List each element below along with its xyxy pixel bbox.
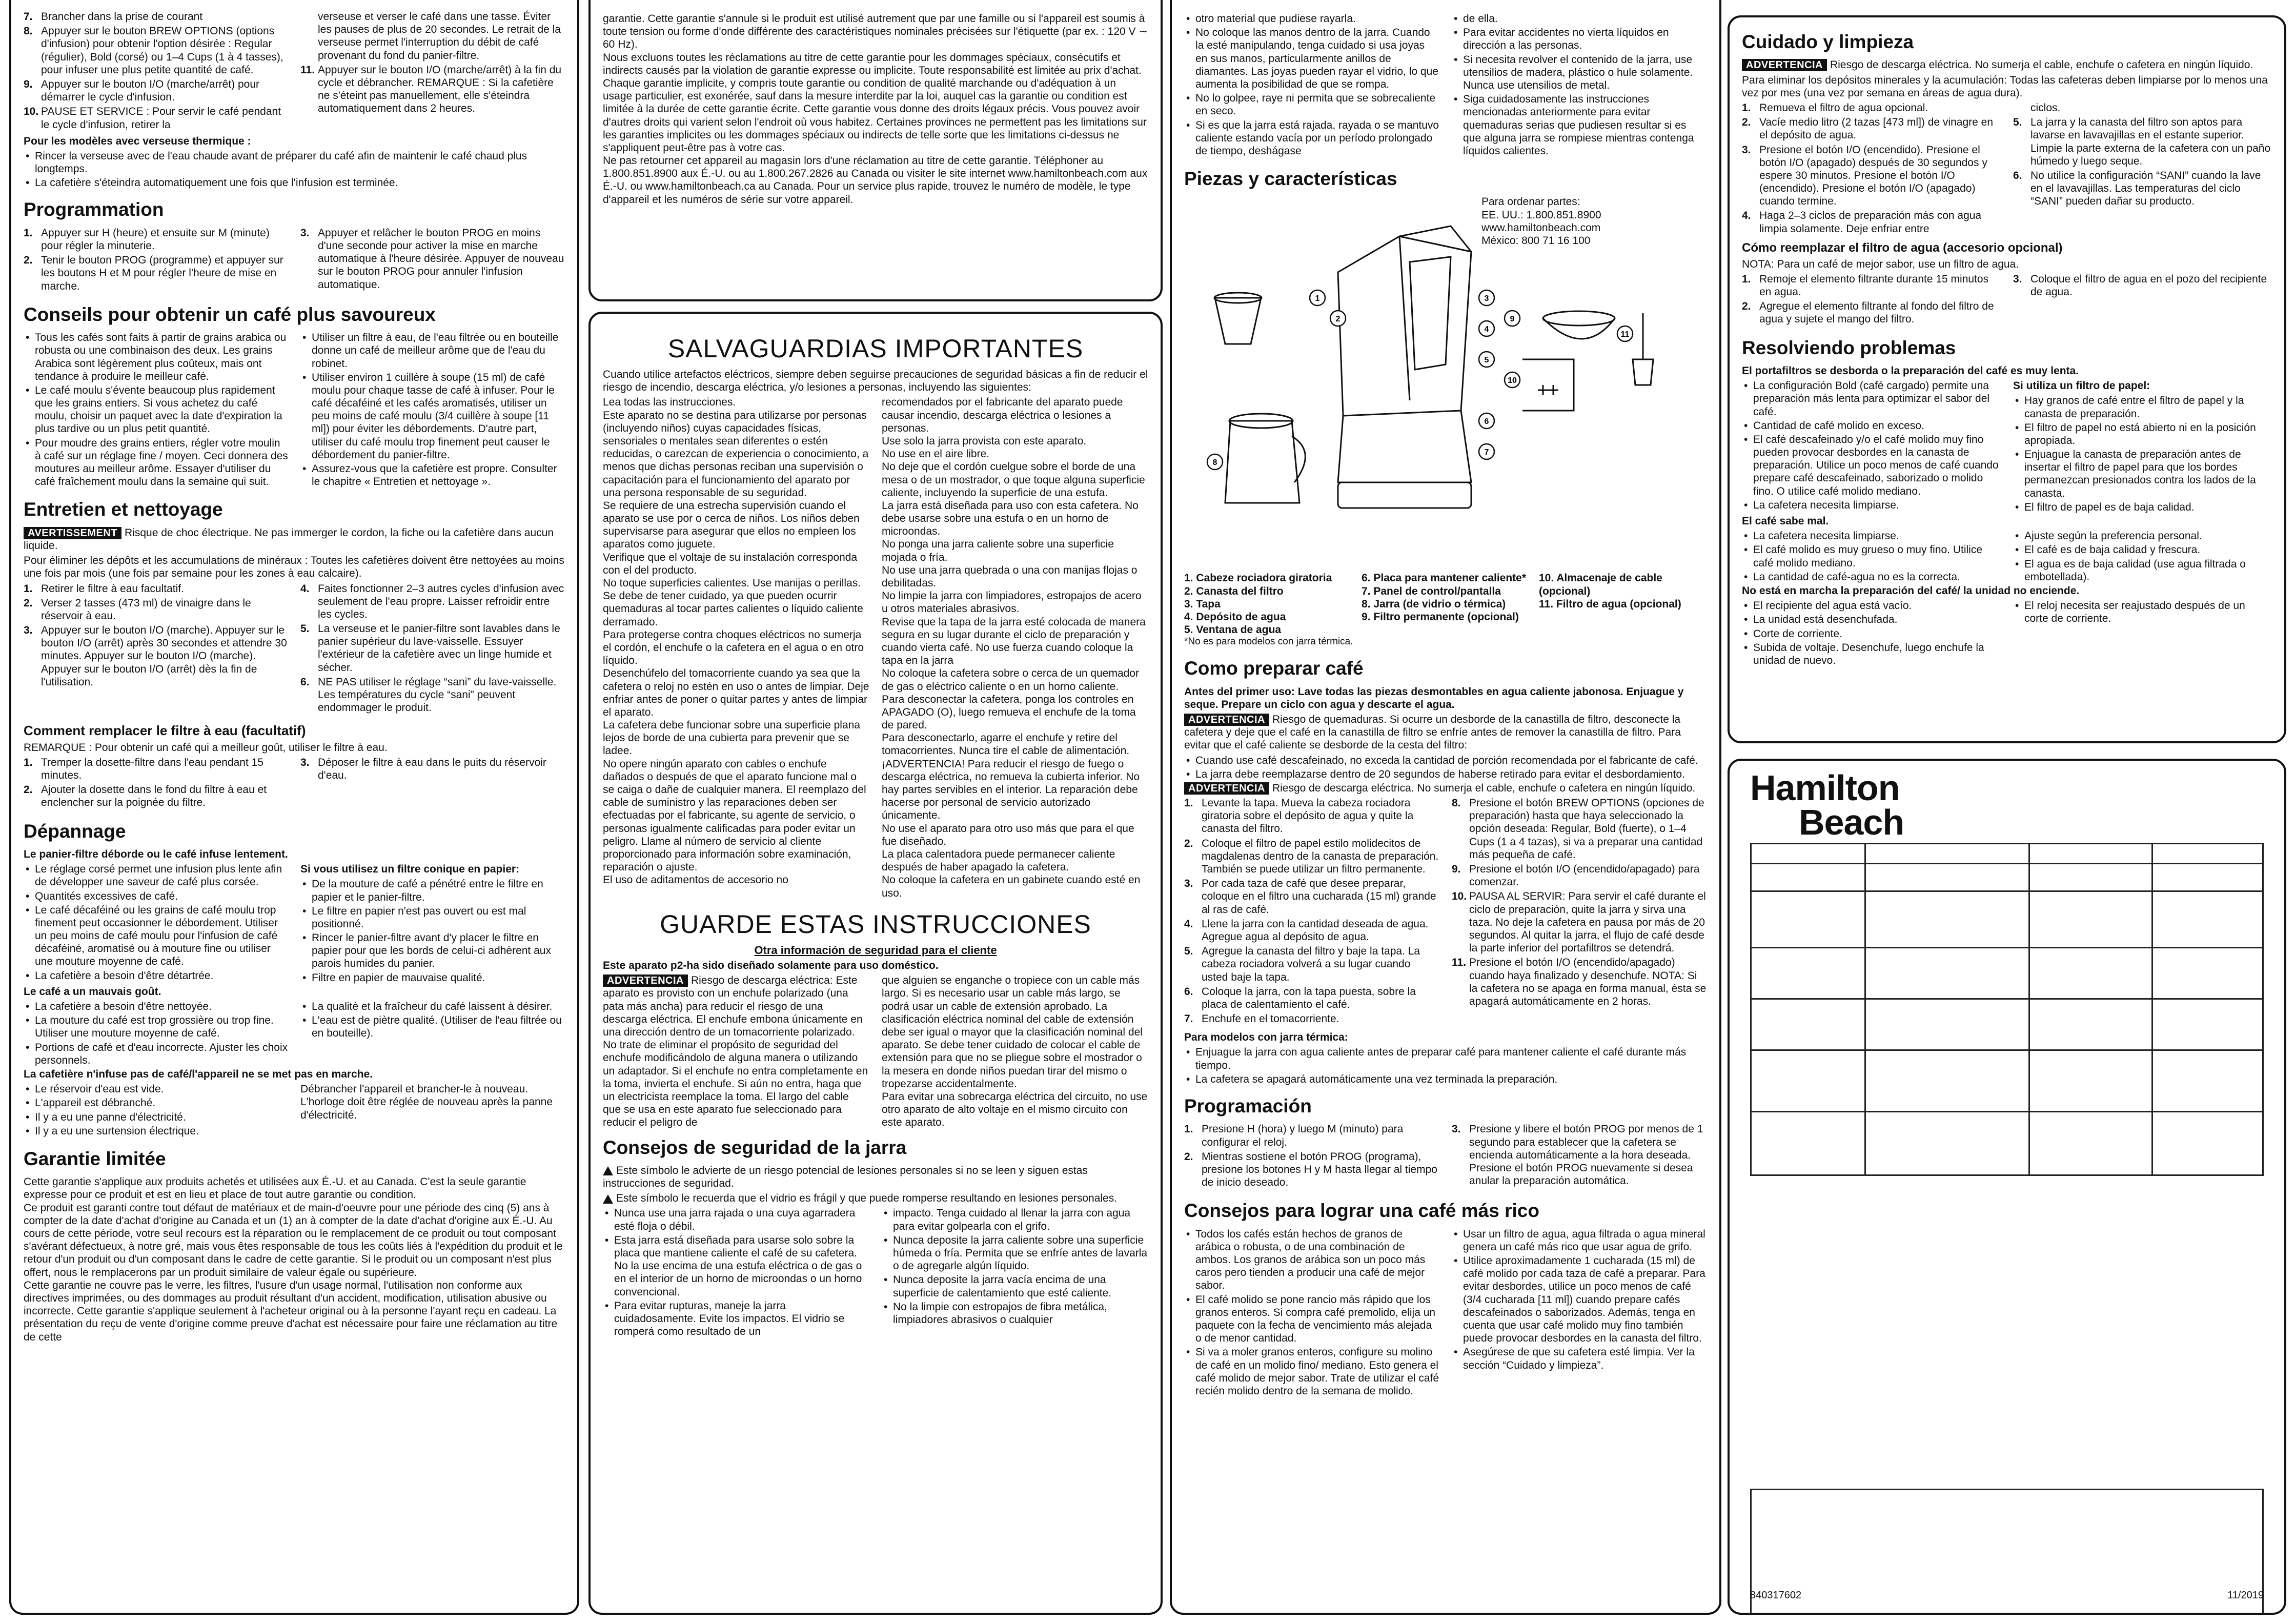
step-text: Appuyer sur le bouton BREW OPTIONS (options d'infusion) pour obtenir l'option désirée : Regular (régulier), Bold (corsé) ou 1–4 Cups (1 à 4 tasses), pour infuser une plus petite quantité de café. bbox=[41, 25, 283, 76]
step-text: Vacíe medio litro (2 tazas [473 ml]) de vinagre en el depósito de agua. bbox=[1759, 116, 1994, 141]
numbered-step bbox=[300, 582, 565, 621]
step-number: 7. bbox=[24, 11, 33, 23]
bullet-item: • La cafetière a besoin d'être détartrée. bbox=[24, 969, 288, 982]
part-label: 7. Panel de control/pantalla bbox=[1362, 585, 1501, 597]
step-text: Verser 2 tasses (473 ml) de vinaigre dans le réservoir à eau. bbox=[41, 597, 251, 622]
bullet-item: • Le filtre en papier n'est pas ouvert ou est mal positionné. bbox=[300, 905, 565, 930]
bullet-item: • Portions de café et d'eau incorrecte. Ajuster les choix personnels. bbox=[24, 1041, 288, 1067]
step-number: 3. bbox=[1742, 144, 1751, 156]
bullet-item: • El filtro de papel no está abierto ni en la posición apropiada. bbox=[2013, 421, 2272, 447]
bullet-item: • La cafetera necesita limpiarse. bbox=[1742, 530, 2001, 542]
numbered-step bbox=[2013, 169, 2272, 208]
step-text: Ajouter la dosette dans le fond du filtre à eau et enclencher sur la poignée du filtre. bbox=[41, 784, 267, 809]
numbered-step bbox=[24, 597, 288, 622]
parts-legend bbox=[1184, 572, 1707, 636]
bullet-item: • Quantités excessives de café. bbox=[24, 890, 288, 903]
step-text: No utilice la configuración “SANI” cuando la lave en el lavavajillas. Las temperaturas del ciclo “SANI” pueden dañar su producto. bbox=[2030, 169, 2261, 208]
step-text: Déposer le filtre à eau dans le puits du réservoir d'eau. bbox=[318, 756, 546, 781]
bullet-item: • De la mouture de café a pénétré entre le filtre en papier et le panier-filtre. bbox=[300, 878, 565, 903]
numbered-step bbox=[1184, 1123, 1439, 1148]
part-label: 9. Filtro permanente (opcional) bbox=[1362, 611, 1519, 623]
bullet-item: • impacto. Tenga cuidado al llenar la jarra con agua para evitar golpearla con el grifo. bbox=[882, 1207, 1148, 1232]
bullet-item: • Nunca deposite la jarra vacía encima de una superficie de calentamiento que esté caliente. bbox=[882, 1273, 1148, 1299]
step-text: NE PAS utiliser le réglage “sani” du lave-vaisselle. Les températures du cycle “sani” peuvent endommager le produit. bbox=[318, 676, 557, 714]
advertencia-label: ADVERTENCIA bbox=[1184, 782, 1269, 795]
glass-warning-icon bbox=[603, 1194, 613, 1204]
form-grid bbox=[1750, 843, 2264, 1176]
step-text: Faites fonctionner 2–3 autres cycles d'infusion avec seulement de l'eau propre. Laisser refroidir entre les cycles. bbox=[318, 582, 564, 620]
svg-text:5: 5 bbox=[1484, 356, 1489, 365]
parts-note: *No es para modelos con jarra térmica. bbox=[1184, 636, 1353, 647]
bullet-item: • No la limpie con estropajos de fibra metálica, limpiadores abrasivos o cualquier bbox=[882, 1301, 1148, 1326]
filtre-heading: Comment remplacer le filtre à eau (facultatif) bbox=[24, 723, 306, 739]
bullet-item: • Il y a eu une panne d'électricité. bbox=[24, 1111, 288, 1124]
step-text: Brancher dans la prise de courant bbox=[41, 11, 203, 23]
bullet-item: • La cantidad de café-agua no es la correcta. bbox=[1742, 571, 2001, 583]
step-number: 1. bbox=[1742, 273, 1751, 285]
safeguards-title: SALVAGUARDIAS IMPORTANTES bbox=[667, 334, 1084, 363]
step-number: 1. bbox=[1184, 1123, 1193, 1135]
bullet-item: • El café molido es muy grueso o muy fino. Utilice café molido mediano. bbox=[1742, 543, 2001, 569]
step-text: PAUSA AL SERVIR: Para servir el café durante el ciclo de preparación, quite la jarra y sirva una taza. No deje la cafetera en pausa por más de 20 segundos. Al quitar la jarra, el flujo de café desde la parte inferior del portafiltros se detendrá. bbox=[1469, 890, 1706, 955]
bullet-item: • El reloj necesita ser reajustado después de un corte de corriente. bbox=[2013, 599, 2272, 625]
bullet-item: • Ajuste según la preferencia personal. bbox=[2013, 530, 2272, 542]
form-notes-box bbox=[1750, 1489, 2264, 1615]
resolviendo-paper-title: Si utiliza un filtro de papel: bbox=[2013, 380, 2150, 392]
svg-text:3: 3 bbox=[1484, 294, 1489, 303]
step-number: 2. bbox=[1742, 300, 1751, 313]
bullet-item: • Tous les cafés sont faits à partir de grains arabica ou robusta ou une combinaison des deux. Les grains Arabica sont légèrement plus coûteux, mais ont tendance à produire le meilleur café. bbox=[24, 331, 288, 383]
step-text: Presione el botón I/O (encendido/apagado) cuando haya finalizado y desenchufe. NOTA: Si la cafetera no se apaga en forma manual, ésta se apagará automáticamente en 2 horas. bbox=[1469, 957, 1707, 1007]
consejos-heading: Consejos para lograr una café más rico bbox=[1184, 1200, 1539, 1222]
numbered-step bbox=[24, 25, 288, 76]
guarde-title: GUARDE ESTAS INSTRUCCIONES bbox=[660, 909, 1091, 939]
numbered-step bbox=[2013, 116, 2272, 168]
filtro-note: NOTA: Para un café de mejor sabor, use un filtro de agua. bbox=[1742, 258, 2019, 270]
numbered-step bbox=[1742, 116, 2001, 141]
numbered-step bbox=[1742, 102, 2001, 114]
filtre-note: REMARQUE : Pour obtenir un café qui a meilleur goût, utiliser le filtre à eau. bbox=[24, 741, 388, 754]
filtro-heading: Cómo reemplazar el filtro de agua (accesorio opcional) bbox=[1742, 240, 2063, 255]
step-number: 6. bbox=[300, 676, 310, 688]
bullet-item: • La qualité et la fraîcheur du café laissent à désirer. bbox=[300, 1000, 565, 1013]
numbered-step bbox=[1452, 956, 1707, 1008]
step-number: 11. bbox=[1452, 957, 1467, 969]
conseils-heading: Conseils pour obtenir un café plus savoureux bbox=[24, 303, 436, 325]
document-code: 840317602 bbox=[1750, 1590, 1802, 1601]
part-label: 1. Cabeze rociadora giratoria bbox=[1184, 572, 1332, 584]
logo-line2: Beach bbox=[1799, 802, 1904, 842]
step-number: 3. bbox=[24, 624, 33, 637]
step-number: 4. bbox=[1184, 918, 1193, 930]
warning-label: AVERTISSEMENT bbox=[24, 527, 121, 539]
svg-text:7: 7 bbox=[1484, 448, 1489, 457]
step-text: Mientras sostiene el botón PROG (programa), presione los botones H y M hasta llegar al tiempo de inicio deseado. bbox=[1202, 1150, 1437, 1189]
jarra-heading: Consejos de seguridad de la jarra bbox=[603, 1136, 907, 1158]
bullet-item: • Nunca deposite la jarra caliente sobre una superficie húmeda o fría. Permita que se enfríe antes de lavarla o de agregarle algún líquido. bbox=[882, 1234, 1148, 1273]
parts-diagram bbox=[1184, 195, 1707, 570]
step-text: Levante la tapa. Mueva la cabeza rociadora giratoria sobre el depósito de agua y quite la canasta del filtro. bbox=[1202, 797, 1414, 835]
termica-title: Para modelos con jarra térmica: bbox=[1184, 1031, 1348, 1044]
bullet-item: • Pour moudre des grains entiers, régler votre moulin à café sur un réglage fine / moyen. Ceci donnera des moutures au meilleur arôme. Essayer d'utiliser du café fraîchement moulu dans la semaine qui suit. bbox=[24, 437, 288, 489]
bullet-item: • La configuración Bold (café cargado) permite una preparación más lenta para optimizar el sabor del café. bbox=[1742, 379, 2001, 418]
resolviendo-heading: Resolviendo problemas bbox=[1742, 337, 1956, 358]
advertencia-right: que alguien se enganche o tropiece con un cable más largo. Si es necesario usar un cable más largo, se podrá usar un cable de extensión aprobado. La clasificación eléctrica nominal del cable de extensión debe ser igual o mayor que la clasificación nominal del aparato. Se debe tener cuidado de colocar el cable de extensión para que no se pliegue sobre el mostrador o la mesera en donde niños puedan tirar del mismo o tropezarse accidentalmente. Para evitar una sobrecarga eléctrica del circuito, no use otro aparato de alto voltaje en el mismo circuito con este aparato. bbox=[882, 975, 1148, 1129]
step-number: 3. bbox=[1184, 878, 1193, 890]
step-text: Retirer le filtre à eau facultatif. bbox=[41, 582, 184, 595]
bullet-item: • Para evitar accidentes no vierta líquidos en dirección a las personas. bbox=[1452, 26, 1707, 52]
step-number: 6. bbox=[2013, 169, 2022, 181]
bullet-item: • La jarra debe reemplazarse dentro de 20 segundos de haberse retirado para evitar el desbordamiento. bbox=[1184, 768, 1707, 781]
svg-text:6: 6 bbox=[1484, 417, 1489, 427]
step-text: Enchufe en el tomacorriente. bbox=[1202, 1013, 1339, 1025]
spanish-column-panel bbox=[1170, 0, 1721, 1615]
numbered-step bbox=[1452, 890, 1707, 955]
bullet-item: • El agua es de baja calidad (use agua filtrada o embotellada). bbox=[2013, 558, 2272, 583]
step-text: Haga 2–3 ciclos de preparación más con agua limpia solamente. Deje enfriar entre bbox=[1759, 210, 1982, 235]
bullet-item: • Subida de voltaje. Desenchufe, luego enchufe la unidad de nuevo. bbox=[1742, 641, 2001, 667]
entretien-heading: Entretien et nettoyage bbox=[24, 499, 223, 520]
bullet-item: • Esta jarra está diseñada para usarse solo sobre la placa que mantiene caliente el café de su cafetera. No la use encima de una estufa eléctrica o de gas o en el interior de un horno de microondas o un horno convencional. bbox=[603, 1234, 869, 1298]
bullet-item: • Si es que la jarra está rajada, rayada o se mantuvo caliente estando vacía por un período prolongado de tiempo, deshágase bbox=[1184, 119, 1439, 158]
numbered-step bbox=[1184, 918, 1439, 943]
bullet-item: • El café descafeinado y/o el café molido muy fino pueden provocar desbordes en la canasta de preparación. Utilice un poco menos de café cuando prepare café descafeinado, saborizado o molido fino. O utilice café molido mediano. bbox=[1742, 433, 2001, 498]
svg-text:8: 8 bbox=[1212, 458, 1217, 468]
step-number: 2. bbox=[24, 784, 33, 796]
bullet-item: • Utilice aproximadamente 1 cucharada (15 ml) de café molido por cada taza de café a preparar. Para evitar desbordes, utilice un poco menos de café (3/4 cucharada [11 ml]) cuando prepare cafés descafeinados o saborizados. Además, tenga en cuenta que usar café molido muy fino también puede provocar desbordes en la canasta del filtro. bbox=[1452, 1254, 1707, 1345]
bullet-item: • L'appareil est débranché. bbox=[24, 1097, 288, 1109]
numbered-step bbox=[300, 64, 565, 115]
step-text: La jarra y la canasta del filtro son aptos para lavarse en lavavajillas en el estante superior. Limpie la parte externa de la cafetera con un paño húmedo y luego seque. bbox=[2030, 116, 2271, 167]
numbered-step bbox=[24, 624, 288, 688]
hamilton-beach-logo bbox=[1750, 768, 1904, 842]
step-text: Appuyer sur le bouton I/O (marche/arrêt) pour démarrer le cycle d'infusion. bbox=[41, 78, 260, 104]
numbered-step bbox=[2013, 102, 2272, 114]
numbered-step bbox=[24, 227, 288, 252]
step-text: Presione H (hora) y luego M (minuto) para configurar el reloj. bbox=[1202, 1123, 1404, 1148]
bullet-item: • Enjuague la jarra con agua caliente antes de preparar café para mantener caliente el café durante más tiempo. bbox=[1184, 1046, 1707, 1071]
step-text: Remueva el filtro de agua opcional. bbox=[1759, 102, 1928, 114]
numbered-step bbox=[24, 10, 288, 23]
entretien-warning-text: Risque de choc électrique. Ne pas immerger le cordon, la fiche ou la cafetière dans aucun liquide. bbox=[24, 526, 554, 552]
part-label: 11. Filtro de agua (opcional) bbox=[1539, 598, 1681, 610]
numbered-step bbox=[24, 783, 288, 809]
bullet-item: • Cuando use café descafeinado, no exceda la cantidad de porción recomendada por el fabricante de café. bbox=[1184, 754, 1707, 767]
bullet-item: • No coloque las manos dentro de la jarra. Cuando la esté manipulando, tenga cuidado si usa joyas en sus manos, particularmente anillos de diamantes. Las joyas pueden rayar el vidrio, lo que aumenta la posibilidad de que se rompa. bbox=[1184, 26, 1439, 91]
step-text: Por cada taza de café que desee preparar, coloque en el filtro una cucharada (15 ml) grande al ras de café. bbox=[1202, 878, 1436, 916]
step-text: PAUSE ET SERVICE : Pour servir le café pendant le cycle d'infusion, retirer la bbox=[41, 106, 281, 131]
cuidado-heading: Cuidado y limpieza bbox=[1742, 31, 1914, 52]
cuidado-warning: Riesgo de descarga eléctrica. No sumerja el cable, enchufe o cafetera en ningún líquido. bbox=[1830, 59, 2253, 71]
step-number: 3. bbox=[1452, 1123, 1461, 1135]
part-label: 3. Tapa bbox=[1184, 598, 1221, 610]
step-text: Tremper la dosette-filtre dans l'eau pendant 15 minutes. bbox=[41, 756, 263, 781]
bullet-item: • La cafetière a besoin d'être nettoyée. bbox=[24, 1000, 288, 1013]
safeguards-left: Lea todas las instrucciones. Este aparato no se destina para utilizarse por personas (incluyendo niños) cuyas capacidades físicas, sensoriales o mentales sean diferentes o estén reducidas, o carezcan de experiencia o conocimiento, a menos que dichas personas reciban una supervisión o capacitación para el funcionamiento del aparato por una persona responsable de su seguridad. Se requiere de una estrecha supervisión cuando el aparato se use por o cerca de niños. Los niños deben supervisarse para asegurar que ellos no empleen los aparatos como juguete. Verifique que el voltaje de su instalación corresponda con el del producto. No toque superficies calientes. Use manijas o perillas. Se debe de tener cuidado, ya que pueden ocurrir quemaduras al tocar partes calientes o líquido caliente derramado. Para protegerse contra choques eléctricos no sumerja el cordón, el enchufe o la cafetera en el agua o en otro líquido. Desenchúfelo del tomacorriente cuando ya sea que la cafetera o reloj no estén en uso o antes de limpiar. Deje enfriar antes de poner o quitar partes y antes de limpiar el aparato. La cafetera debe funcionar sobre una superficie plana lejos de borde de una cubierta para prevenir que se ladee. No opere ningún aparato con cables o enchufe dañados o después de que el aparato funcione mal o se caiga o dañe de cualquier manera. El reemplazo del cable de suministro y las reparaciones deben ser efectuadas por el fabricante, su agente de servicio, o personas igualmente calificadas para poder evitar un peligro. Llame al número de servicio al cliente proporcionado para información sobre examinación, reparación o ajuste. El uso de aditamentos de accesorio no bbox=[603, 396, 869, 886]
step-text: Presione el botón BREW OPTIONS (opciones de preparación) hasta que haya seleccionado la opción deseada: Regular, Bold (fuerte), o 1–4 Cups (1 a 4 tazas), si va a preparar una cantidad más pequeña de café. bbox=[1469, 797, 1704, 861]
step-number: 3. bbox=[300, 756, 310, 768]
bullet-item: • Siga cuidadosamente las instrucciones mencionadas anteriormente para evitar quemaduras serias que pudiesen resultar si es que alguna jarra se rompiese mientras contenga líquidos calientes. bbox=[1452, 93, 1707, 157]
step-text: Coloque el filtro de agua en el pozo del recipiente de agua. bbox=[2030, 273, 2267, 298]
advertencia-label: ADVERTENCIA bbox=[1742, 59, 1827, 71]
garantie-heading: Garantie limitée bbox=[24, 1148, 166, 1169]
numbered-step bbox=[24, 582, 288, 595]
french-column-panel bbox=[9, 0, 579, 1615]
part-label: 6. Placa para mantener caliente* bbox=[1362, 572, 1526, 584]
step-number: 1. bbox=[24, 227, 33, 239]
step-text: La verseuse et le panier-filtre sont lavables dans le panier supérieur du lave-vaisselle. Essuyer l'extérieur de la cafetière avec un linge humide et sécher. bbox=[318, 623, 560, 674]
depannage-paper-title: Si vous utilisez un filtre conique en papier: bbox=[300, 863, 520, 876]
step-number: 4. bbox=[1742, 210, 1751, 222]
step-text: Remoje el elemento filtrante durante 15 minutos en agua. bbox=[1759, 273, 1989, 298]
bullet-item: • Filtre en papier de mauvaise qualité. bbox=[300, 971, 565, 984]
bullet-item: • El filtro de papel es de baja calidad. bbox=[2013, 501, 2272, 514]
step-text: Coloque la jarra, con la tapa puesta, sobre la placa de calentamiento el café. bbox=[1202, 985, 1416, 1010]
numbered-step bbox=[1742, 144, 2001, 208]
jarra-symbol-note: Este símbolo le recuerda que el vidrio es frágil y que puede romperse resultando en lesiones personales. bbox=[616, 1192, 1118, 1205]
document-date: 11/2019 bbox=[2227, 1590, 2264, 1601]
step-text: Presione el botón I/O (encendido). Presione el botón I/O (apagado) después de 30 segundos y espere 30 minutos. Presione el botón I/O (encendido). Presione el botón I/O (apagado) cuando termine. bbox=[1759, 144, 1987, 208]
safeguards-intro: Cuando utilice artefactos eléctricos, siempre deben seguirse precauciones de seguridad básicas a fin de reducir el riesgo de incendio, descarga eléctrica, y/o lesiones a personas, incluyendo las siguientes: bbox=[603, 369, 1148, 394]
coffee-maker-illustration bbox=[1184, 195, 1702, 554]
bullet-item: • Hay granos de café entre el filtro de papel y la canasta de preparación. bbox=[2013, 394, 2272, 420]
bullet-item: • Rincer la verseuse avec de l'eau chaude avant de préparer du café afin de maintenir le café chaud plus longtemps. bbox=[24, 150, 565, 175]
step-text: verseuse et verser le café dans une tasse. Éviter les pauses de plus de 20 secondes. Le retrait de la verseuse permet l'interruption du débit de café provenant du fond du panier-filtre. bbox=[318, 11, 561, 62]
preparar-heading: Como preparar café bbox=[1184, 658, 1364, 679]
bullet-item: • Le café décaféiné ou les grains de café moulu trop finement peut occasionner le débordement. Utiliser un peu moins de café moulu pour l'infusion de café décaféiné, aromatisé ou à mouture fine ou utiliser une mouture moyenne de café. bbox=[24, 904, 288, 968]
step-number: 2. bbox=[24, 254, 33, 267]
depannage-right3: Débrancher l'appareil et brancher-le à nouveau. L'horloge doit être réglée de nouveau après la panne d'électricité. bbox=[300, 1083, 553, 1121]
numbered-step bbox=[1452, 863, 1707, 888]
resolviendo-sub2: El café sabe mal. bbox=[1742, 515, 1829, 527]
step-number: 1. bbox=[1742, 102, 1751, 114]
step-number: 5. bbox=[2013, 116, 2022, 129]
step-number: 2. bbox=[1742, 116, 1751, 129]
cuidado-deposits: Para eliminar los depósitos minerales y la acumulación: Todas las cafeteras deben limpiarse por lo menos una vez por mes (una vez por semana en áreas de agua dura). bbox=[1742, 74, 2268, 99]
numbered-step bbox=[1184, 797, 1439, 836]
numbered-step bbox=[1742, 209, 2001, 235]
bullet-item: • La unidad está desenchufada. bbox=[1742, 613, 2001, 626]
cuidado-panel bbox=[1728, 15, 2286, 743]
numbered-step bbox=[24, 254, 288, 293]
warranty-continued-text: garantie. Cette garantie s'annule si le produit est utilisé autrement que par une famille ou si l'appareil est soumis à toute tension ou forme d'onde différente des caractéristiques nominales précisées sur l'étiquette (par ex. : 120 V ∼ 60 Hz). Nous excluons toutes les réclamations au titre de cette garantie pour les dommages spéciaux, consécutifs et indirects causés par la violation de garantie expresse ou implicite. Toute responsabilité est limitée au prix d'achat. Chaque garantie implicite, y compris toute garantie ou condition de qualité marchande ou d'adéquation à un usage particulier, est exonérée, sauf dans la mesure interdite par la loi, auquel cas la garantie ou condition est limitée à la durée de cette garantie écrite. Cette garantie vous donne des droits légaux précis. Vous pouvez avoir d'autres droits qui varient selon l'endroit où vous habitez. Certaines provinces ne permettent pas les limitations sur les garanties implicites ou les dommages spéciaux ou indirects de telle sorte que les limitations ci-dessus ne s'appliquent peut-être pas à votre cas. Ne pas retourner cet appareil au magasin lors d'une réclamation au titre de cette garantie. Téléphoner au 1.800.851.8900 aux É.-U. ou au 1.800.267.2826 au Canada ou visiter le site internet www.hamiltonbeach.com aux É.-U. ou www.hamiltonbeach.ca au Canada. Pour un service plus rapide, trouvez le numéro de modèle, le type d'appareil et les numéros de série sur votre appareil. bbox=[603, 13, 1148, 206]
preparar-intro: Antes del primer uso: Lave todas las piezas desmontables en agua caliente jabonosa. Enjuague y seque. Prepare un ciclo con agua y descarte el agua. bbox=[1184, 685, 1684, 710]
part-label: 8. Jarra (de vidrio o térmica) bbox=[1362, 598, 1506, 610]
programacion-heading: Programación bbox=[1184, 1095, 1312, 1117]
step-number: 8. bbox=[1452, 797, 1461, 809]
step-number: 1. bbox=[24, 756, 33, 768]
resolviendo-sub3: No está en marcha la preparación del café/ la unidad no enciende. bbox=[1742, 584, 2080, 597]
numbered-step bbox=[1452, 1123, 1707, 1187]
safeguards-right: recomendados por el fabricante del aparato puede causar incendio, descarga eléctrica o lesiones a personas. Use solo la jarra provista con este aparato. No use en el aire libre. No deje que el cordón cuelgue sobre el borde de una mesa o de un mostrador, o que toque alguna superficie caliente, incluyendo la superficie de una estufa. La jarra está diseñada para uso con esta cafetera. No debe usarse sobre una estufa o en un horno de microondas. No ponga una jarra caliente sobre una superficie mojada o fría. No use una jarra quebrada o una con manijas flojas o debilitadas. No limpie la jarra con limpiadores, estropajos de acero u otros materiales abrasivos. Revise que la tapa de la jarra esté colocada de manera segura en su lugar durante el ciclo de preparación y cuando vierta café. No use fuerza cuando coloque la tapa en la jarra No coloque la cafetera sobre o cerca de un quemador de gas o eléctrico caliente o en un horno caliente. Para desconectar la cafetera, ponga los controles en APAGADO (O), luego remueva el enchufe de la toma de pared. Para desconectarlo, agarre el enchufe y retire del tomacorrientes. Nunca tire el cable de alimentación. ¡ADVERTENCIA! Para reducir el riesgo de fuego o descarga eléctrica, no remueva la cubierta inferior. No hay partes servibles en el interior. La reparación debe hacerse por personal de servicio autorizado únicamente. No use el aparato para otro uso más que para el que fue diseñado. La placa calentadora puede permanecer caliente después de haber apagado la cafetera. No coloque la cafetera en un gabinete cuando esté en uso. bbox=[882, 396, 1146, 899]
bullet-item: • No lo golpee, raye ni permita que se sobrecaliente en seco. bbox=[1184, 92, 1439, 117]
bullet-item: • Para evitar rupturas, maneje la jarra cuidadosamente. Evite los impactos. El vidrio se romperá como resultado de un bbox=[603, 1300, 869, 1338]
numbered-step bbox=[1452, 797, 1707, 861]
bullet-item: • Utiliser un filtre à eau, de l'eau filtrée ou en bouteille donne un café de meilleur arôme que de l'eau du robinet. bbox=[300, 331, 565, 370]
warranty-continued-panel bbox=[588, 0, 1163, 301]
bullet-item: • Rincer le panier-filtre avant d'y placer le filtre en papier pour que les bords de celui-ci adhèrent aux parois humides du panier. bbox=[300, 931, 565, 970]
step-number: 3. bbox=[2013, 273, 2022, 285]
step-number: 6. bbox=[1184, 985, 1193, 998]
bullet-item: • Corte de corriente. bbox=[1742, 627, 2001, 640]
jarra-intro: Este símbolo le advierte de un riesgo potencial de lesiones personales si no se leen y siguen estas instrucciones de seguridad. bbox=[603, 1164, 1088, 1190]
piezas-heading: Piezas y características bbox=[1184, 168, 1397, 190]
programmation-heading: Programmation bbox=[24, 199, 164, 220]
step-text: Appuyer et relâcher le bouton PROG en moins d'une seconde pour activer la mise en marche automatique à l'heure désirée. Appuyer de nouveau sur le bouton PROG pour annuler l'infusion automatique. bbox=[318, 227, 564, 291]
bullet-item: • Asegúrese de que su cafetera esté limpia. Ver la sección “Cuidado y limpieza”. bbox=[1452, 1346, 1707, 1371]
svg-text:4: 4 bbox=[1484, 325, 1489, 334]
bullet-item: • Si necesita revolver el contenido de la jarra, use utensilios de madera, plástico o hule solamente. Nunca use utensilios de metal. bbox=[1452, 53, 1707, 92]
depannage-sub2: Le café a un mauvais goût. bbox=[24, 985, 161, 998]
bullet-item: • Todos los cafés están hechos de granos de arábica o robusta, o de una combinación de ambos. Los granos de arábica son un poco más caros pero tienden a producir una café de mejor sabor. bbox=[1184, 1228, 1439, 1292]
step-number: 10. bbox=[1452, 890, 1467, 903]
svg-text:11: 11 bbox=[1620, 330, 1630, 339]
thermal-title: Pour les modèles avec verseuse thermique : bbox=[24, 135, 251, 147]
part-label: 4. Depósito de agua bbox=[1184, 611, 1286, 623]
depannage-sub3: La cafetière n'infuse pas de café/l'appareil ne se met pas en marche. bbox=[24, 1068, 373, 1080]
numbered-step bbox=[1184, 877, 1439, 916]
step-text: Presione y libere el botón PROG por menos de 1 segundo para establecer que la cafetera se encienda automáticamente a la hora deseada. Presione el botón PROG nuevamente si desea anular la preparación automática. bbox=[1469, 1123, 1703, 1187]
svg-text:1: 1 bbox=[1315, 294, 1320, 303]
step-number: 2. bbox=[1184, 1150, 1193, 1163]
step-number: 2. bbox=[1184, 837, 1193, 849]
step-text: Presione el botón I/O (encendido/apagado) para comenzar. bbox=[1469, 863, 1700, 888]
step-number: 5. bbox=[300, 623, 310, 635]
step-number: 2. bbox=[24, 597, 33, 609]
step-text: Appuyer sur H (heure) et ensuite sur M (minute) pour régler la minuterie. bbox=[41, 227, 270, 252]
bullet-item: • Le café moulu s'évente beaucoup plus rapidement que les grains entiers. Si vous achetez du café moulu, choisir un paquet avec la date d'expiration la plus tardive ou un plus petit quantité. bbox=[24, 384, 288, 436]
numbered-step bbox=[1742, 273, 2001, 298]
step-number: 1. bbox=[24, 582, 33, 595]
step-text: ciclos. bbox=[2030, 102, 2061, 114]
bullet-item: • Si va a moler granos enteros, configure su molino de café en un molido fino/ mediano. Esto genera el café molido de mejor sabor. Trate de utilizar el café recién molido dentro de la semana de molido. bbox=[1184, 1346, 1439, 1397]
svg-text:10: 10 bbox=[1508, 376, 1517, 385]
bullet-item: • Nunca use una jarra rajada o una cuya agarradera esté floja o débil. bbox=[603, 1207, 869, 1232]
preparar-danger: Riesgo de quemaduras. Si ocurre un desborde de la canastilla de filtro, desconecte la cafetera y deje que el café en la canastilla de filtro se enfríe antes de remover la canastilla de filtro. Para evitar que el café caliente se desborde de la cesta del filtro: bbox=[1184, 713, 1681, 752]
step-text: Appuyer sur le bouton I/O (marche). Appuyer sur le bouton I/O (arrêt) après 30 secondes et attendre 30 minutes. Appuyer sur le bouton I/O (marche). Appuyer sur le bouton I/O (arrêt) dès la fin de l'utilisation. bbox=[41, 624, 287, 688]
step-number: 5. bbox=[1184, 945, 1193, 958]
step-number: 7. bbox=[1184, 1013, 1193, 1025]
numbered-step bbox=[300, 227, 565, 291]
domestic-use-note: Este aparato p2-ha sido diseñado solamente para uso doméstico. bbox=[603, 960, 939, 972]
bullet-item: • La cafetière s'éteindra automatiquement une fois que l'infusion est terminée. bbox=[24, 176, 565, 189]
advertencia-left: Riesgo de descarga eléctrica: Este aparato es provisto con un enchufe polarizado (una pata más ancha) para reducir el riesgo de una descarga eléctrica. El enchufe embona únicamente en una dirección dentro de un tomacorriente polarizado. No trate de eliminar el propósito de seguridad del enchufe modificándolo de alguna manera o utilizando un adaptador. Si el enchufe no entra completamente en la toma, invierta el enchufe. Si aún no entra, haga que un electricista reemplace la toma. El largo del cable que se usa en este aparato fue seleccionado para reducir el peligro de bbox=[603, 975, 868, 1129]
step-text: Tenir le bouton PROG (programme) et appuyer sur les boutons H et M pour régler l'heure de mise en marche. bbox=[41, 254, 283, 292]
numbered-step bbox=[1184, 837, 1439, 876]
numbered-step bbox=[24, 78, 288, 104]
bullet-item: • otro material que pudiese rayarla. bbox=[1184, 12, 1439, 25]
numbered-step bbox=[2013, 273, 2272, 298]
bullet-item: • Utiliser environ 1 cuillère à soupe (15 ml) de café moulu pour chaque tasse de café à infuser. Pour le café décaféiné et les cafés aromatisés, utiliser un peu moins de café moulu (3/4 cuillère à soupe [11 ml]) pour éviter les débordements. D'autre part, utiliser du café moulu trop finement peut causer le débordement du panier-filtre. bbox=[300, 371, 565, 461]
step-number: 1. bbox=[1184, 797, 1193, 809]
bullet-item: • Le réservoir d'eau est vide. bbox=[24, 1083, 288, 1095]
bullet-item: • L'eau est de piètre qualité. (Utiliser de l'eau filtrée ou en bouteille). bbox=[300, 1014, 565, 1040]
depannage-heading: Dépannage bbox=[24, 820, 126, 842]
advertencia-label: ADVERTENCIA bbox=[1184, 714, 1269, 726]
numbered-step bbox=[1742, 300, 2001, 326]
step-number: 3. bbox=[300, 227, 310, 239]
numbered-step bbox=[300, 622, 565, 674]
numbered-step bbox=[300, 10, 565, 62]
registration-form-panel bbox=[1728, 759, 2286, 1615]
brew-steps-continued bbox=[24, 10, 565, 133]
part-label: 2. Canasta del filtro bbox=[1184, 585, 1284, 597]
bullet-item: • El café es de baja calidad y frescura. bbox=[2013, 543, 2272, 556]
numbered-step bbox=[1184, 985, 1439, 1011]
bullet-item: • El café molido se pone rancio más rápido que los granos enteros. Si compra café premolido, elija un paquete con la fecha de vencimiento más alejada o de menor cantidad. bbox=[1184, 1293, 1439, 1345]
bullet-item: • Le réglage corsé permet une infusion plus lente afin de développer une saveur de café plus corsée. bbox=[24, 863, 288, 888]
advertencia-label: ADVERTENCIA bbox=[603, 975, 688, 987]
order-parts-info: Para ordenar partes: EE. UU.: 1.800.851.8900 www.hamiltonbeach.com México: 800 71 16 100 bbox=[1481, 196, 1601, 247]
step-number: 9. bbox=[1452, 863, 1461, 876]
logo-line1: Hamilton bbox=[1750, 768, 1900, 808]
step-text: Appuyer sur le bouton I/O (marche/arrêt) à la fin du cycle et débrancher. REMARQUE : Si la cafetière ne s'éteint pas manuellement, elle s'éteindra automatiquement dans 2 heures. bbox=[318, 64, 562, 115]
step-number: 8. bbox=[24, 25, 33, 37]
numbered-step bbox=[300, 756, 565, 782]
numbered-step bbox=[300, 676, 565, 715]
step-number: 4. bbox=[300, 582, 310, 595]
bullet-item: • Enjuague la canasta de preparación antes de insertar el filtro de papel para que los bordes permanezcan presionados contra los lados de la canasta. bbox=[2013, 448, 2272, 500]
numbered-step bbox=[1184, 1150, 1439, 1189]
entretien-deposits: Pour éliminer les dépôts et les accumulations de minéraux : Toutes les cafetières doivent être nettoyées au moins une fois par mois (une fois par semaine pour les zones à eau calcaire). bbox=[24, 555, 564, 580]
bullet-item: • Il y a eu une surtension électrique. bbox=[24, 1125, 288, 1138]
bullet-item: • La cafetera se apagará automáticamente una vez terminada la preparación. bbox=[1184, 1073, 1707, 1086]
warning-triangle-icon bbox=[603, 1166, 613, 1175]
bullet-item: • Usar un filtro de agua, agua filtrada o agua mineral genera un café más rico que usar agua de grifo. bbox=[1452, 1228, 1707, 1253]
safeguards-panel bbox=[588, 312, 1163, 1615]
preparar-warning: Riesgo de descarga eléctrica. No sumerja el cable, enchufe o cafetera en ningún líquido. bbox=[1272, 782, 1696, 794]
bullet-item: • de ella. bbox=[1452, 12, 1707, 25]
numbered-step bbox=[1184, 1012, 1439, 1025]
bullet-item: • Assurez-vous que la cafetière est propre. Consulter le chapitre « Entretien et nettoyage ». bbox=[300, 462, 565, 488]
svg-text:9: 9 bbox=[1510, 315, 1515, 324]
part-label: 5. Ventana de agua bbox=[1184, 624, 1282, 636]
numbered-step bbox=[1184, 945, 1439, 984]
bullet-item: • Cantidad de café molido en exceso. bbox=[1742, 419, 2001, 432]
resolviendo-sub1: El portafiltros se desborda o la preparación del café es muy lenta. bbox=[1742, 364, 2079, 377]
step-number: 10. bbox=[24, 106, 39, 118]
step-text: Agregue la canasta del filtro y baje la tapa. La cabeza rociadora volverá a su lugar cuando usted baje la tapa. bbox=[1202, 945, 1420, 983]
otra-informacion: Otra información de seguridad para el cliente bbox=[754, 943, 997, 957]
bullet-item: • La cafetera necesita limpiarse. bbox=[1742, 499, 2001, 512]
bullet-item: • La mouture du café est trop grossière ou trop fine. Utiliser une mouture moyenne de café. bbox=[24, 1014, 288, 1040]
svg-text:2: 2 bbox=[1335, 315, 1341, 324]
step-text: Coloque el filtro de papel estilo molidecitos de magdalenas dentro de la canasta de preparación. También se puede utilizar un filtro permanente. bbox=[1202, 837, 1439, 876]
step-number: 9. bbox=[24, 78, 33, 90]
garantie-text: Cette garantie s'applique aux produits achetés et utilisées aux É.-U. et au Canada. C'est la seule garantie expresse pour ce produit et est en lieu et place de tout autre garantie ou condition. Ce produit est garanti contre tout défaut de matériaux et de main-d'oeuvre pour une période des cinq (5) ans à compter de la date d'achat d'origine au Canada et un (1) an à compter de la date d'achat d'origine aux É.-U. Au cours de cette période, votre seul recours est la réparation ou le remplacement de ce produit ou tout composant s'avérant défectueux, à notre gré, mais vous êtes responsable de tous les coûts liés à l'expédition du produit et le retour d'un produit ou d'un composant dans le cadre de cette garantie. Si le produit ou un composant n'est plus offert, nous le remplacerons par un produit similaire de valeur égale ou supérieure. Cette garantie ne couvre pas le verre, les filtres, l'usure d'un usage normal, l'utilisation non conforme aux directives imprimées, ou des dommages au produit résultant d'un accident, modification, utilisation abusive ou incorrecte. Cette garantie s'applique seulement à l'acheteur original ou à la personne l'ayant reçu en cadeau. La présentation du reçu de vente d'origine comme preuve d'achat est nécessaire pour faire une réclamation au titre de cette bbox=[24, 1176, 563, 1343]
step-text: Agregue el elemento filtrante al fondo del filtro de agua y sujete el mango del filtro. bbox=[1759, 300, 1994, 326]
step-number: 11. bbox=[300, 64, 315, 76]
numbered-step bbox=[24, 105, 288, 131]
part-label: 10. Almacenaje de cable (opcional) bbox=[1539, 572, 1662, 597]
depannage-sub1: Le panier-filtre déborde ou le café infuse lentement. bbox=[24, 848, 288, 860]
numbered-step bbox=[24, 756, 288, 782]
step-text: Llene la jarra con la cantidad deseada de agua. Agregue agua al depósito de agua. bbox=[1202, 918, 1429, 943]
bullet-item: • El recipiente del agua está vacío. bbox=[1742, 599, 2001, 612]
